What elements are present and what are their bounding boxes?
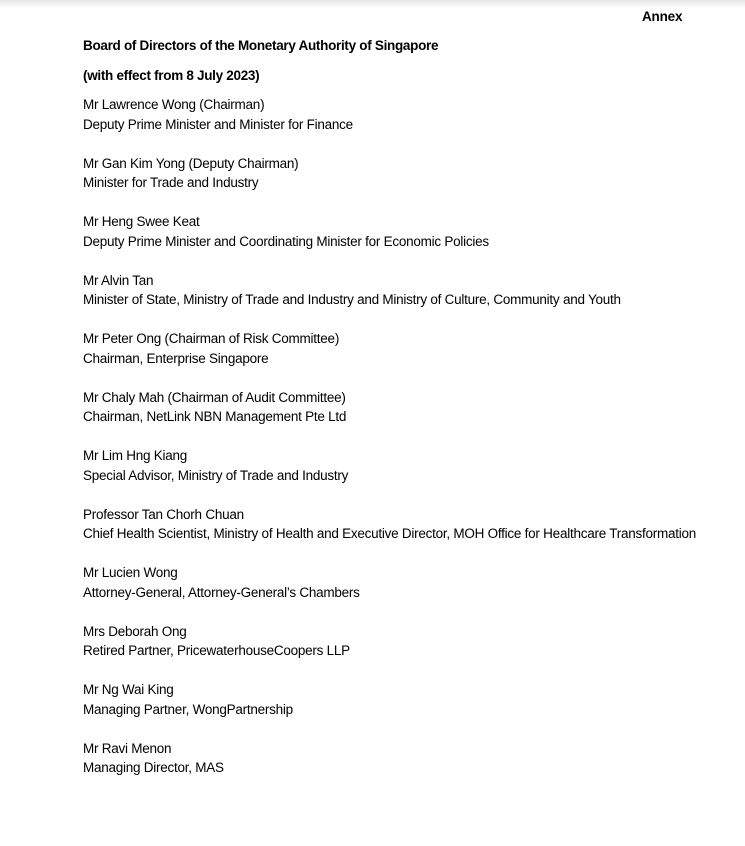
member-name: Professor Tan Chorh Chuan	[83, 506, 244, 522]
member-name: Mr Lawrence Wong (Chairman)	[83, 97, 265, 112]
member-name: Mr Lucien Wong	[83, 565, 178, 580]
board-member	[83, 622, 703, 661]
member-role: Retired Partner, PricewaterhouseCoopers LLP	[83, 643, 350, 658]
member-role: Chief Health Scientist, Ministry of Health and Executive Director, MOH Office for Healthcare Transformation	[83, 526, 697, 541]
document-title: Board of Directors of the Monetary Authority of Singapore	[83, 38, 439, 53]
member-role: Special Advisor, Ministry of Trade and Industry	[83, 467, 349, 483]
board-member	[83, 95, 703, 134]
board-member	[83, 563, 703, 602]
board-member	[83, 680, 703, 719]
member-role: Managing Director, MAS	[83, 760, 224, 775]
board-member	[83, 154, 703, 193]
board-member	[83, 446, 703, 485]
member-name: Mr Heng Swee Keat	[83, 214, 200, 229]
member-role: Deputy Prime Minister and Coordinating Minister for Economic Policies	[83, 233, 489, 249]
board-member	[83, 388, 703, 427]
board-member	[83, 739, 703, 778]
member-name: Mr Alvin Tan	[83, 272, 154, 288]
board-member-list	[83, 95, 703, 797]
member-role: Chairman, Enterprise Singapore	[83, 350, 269, 366]
board-member	[83, 505, 703, 544]
annex-label: Annex	[642, 9, 683, 24]
member-name: Mr Peter Ong (Chairman of Risk Committee)	[83, 331, 340, 346]
member-name: Mr Ng Wai King	[83, 682, 174, 697]
board-member	[83, 329, 703, 368]
member-name: Mr Chaly Mah (Chairman of Audit Committee)	[83, 389, 346, 405]
board-member	[83, 271, 703, 310]
member-role: Deputy Prime Minister and Minister for Finance	[83, 116, 353, 132]
member-name: Mr Gan Kim Yong (Deputy Chairman)	[83, 155, 299, 171]
member-role: Chairman, NetLink NBN Management Pte Ltd	[83, 409, 347, 424]
board-member	[83, 212, 703, 251]
member-role: Managing Partner, WongPartnership	[83, 701, 293, 717]
member-role: Minister for Trade and Industry	[83, 175, 259, 190]
member-role: Attorney-General, Attorney-General’s Chambers	[83, 584, 360, 600]
effective-date: (with effect from 8 July 2023)	[83, 68, 260, 83]
member-name: Mr Lim Hng Kiang	[83, 448, 188, 463]
member-name: Mr Ravi Menon	[83, 740, 172, 756]
member-name: Mrs Deborah Ong	[83, 623, 187, 639]
member-role: Minister of State, Ministry of Trade and Industry and Ministry of Culture, Community and Youth	[83, 292, 621, 307]
